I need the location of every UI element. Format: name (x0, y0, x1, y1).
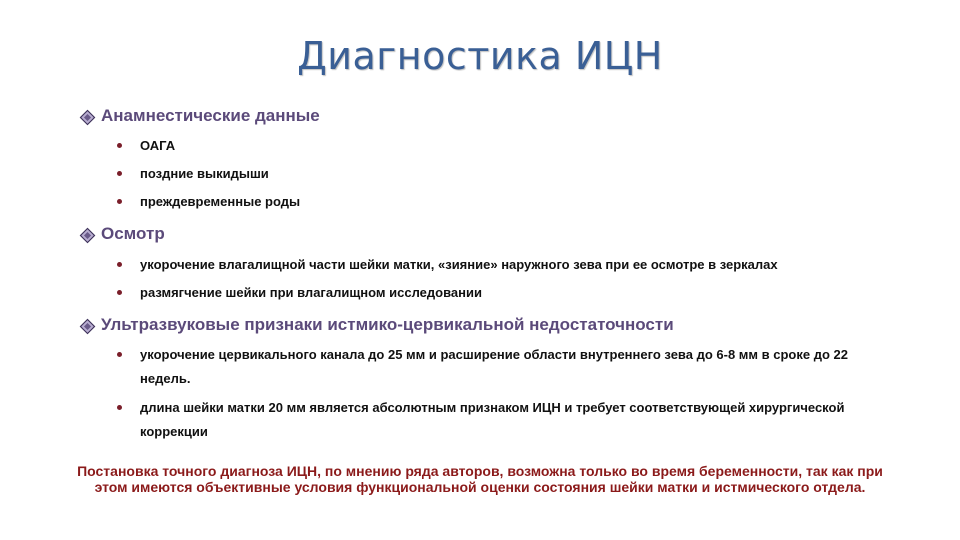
dot-bullet-icon (116, 405, 124, 413)
section-heading-label: Анамнестические данные (101, 106, 320, 125)
section-heading-label: Ультразвуковые признаки истмико-цервикальной недостаточности (101, 315, 674, 334)
section-heading-ultrasound (80, 315, 674, 335)
list-item-text: поздние выкидыши (140, 166, 269, 181)
list-item (116, 190, 870, 214)
diamond-bullet-icon (80, 319, 93, 332)
list-item-text: длина шейки матки 20 мм является абсолютным признаком ИЦН и требует соответствующей хирургической коррекции (140, 400, 845, 439)
list-item-text: размягчение шейки при влагалищном исследовании (140, 285, 482, 300)
list-item-text: ОАГА (140, 138, 176, 153)
list-item (116, 134, 870, 158)
section-heading-label: Осмотр (101, 224, 165, 243)
dot-bullet-icon (116, 199, 124, 207)
page-title: Диагностика ИЦН (297, 34, 663, 78)
list-item (116, 396, 870, 444)
dot-bullet-icon (116, 171, 124, 179)
section-heading-anamnesis (80, 106, 320, 126)
list-item (116, 343, 870, 391)
list-item-text: преждевременные роды (140, 194, 301, 209)
list-item (116, 253, 870, 277)
diamond-bullet-icon (80, 228, 93, 241)
list-item-text: укорочение цервикального канала до 25 мм и расширение области внутреннего зева до 6-8 мм в сроке до 22 недель. (140, 347, 848, 386)
diamond-bullet-icon (80, 110, 93, 123)
dot-bullet-icon (116, 143, 124, 151)
dot-bullet-icon (116, 352, 124, 360)
list-item (116, 162, 870, 186)
list-item (116, 281, 870, 305)
dot-bullet-icon (116, 290, 124, 298)
list-item-text: укорочение влагалищной части шейки матки, «зияние» наружного зева при ее осмотре в зеркалах (140, 257, 778, 272)
dot-bullet-icon (116, 262, 124, 270)
section-heading-examination (80, 224, 165, 244)
footer-note: Постановка точного диагноза ИЦН, по мнению ряда авторов, возможна только во время беременности, так как при этом имеются объективные условия функциональной оценки состояния шейки матки и истмического отдела. (77, 463, 883, 495)
